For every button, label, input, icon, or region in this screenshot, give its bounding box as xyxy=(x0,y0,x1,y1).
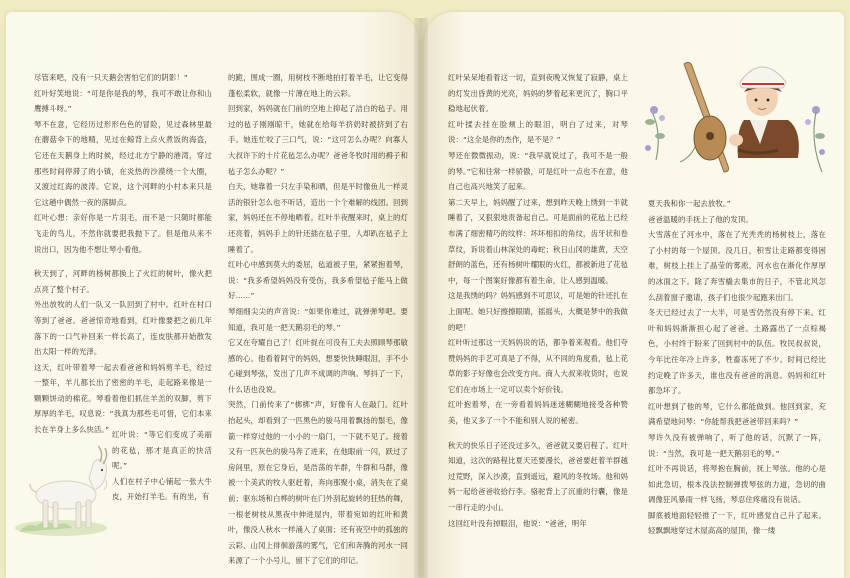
paragraph: 红叶呆呆地看着这一切，直到夜晚又恢复了寂静，桌上的灯发出昏黄的光亮，妈妈的梦着起来更沉了，胸口平稳地起伏着。 xyxy=(448,73,628,114)
paragraph: 红叶揉去挂在脸颊上的眼泪，明白了过来，对琴说：“这全是你的杰作，是不是？” xyxy=(448,119,628,145)
paragraph: 秋天的快乐日子还没过多久，爸爸就又要启程了。红叶知道，这次的路程比夏天还要漫长，爸爸要赶着羊群越过荒野，深入沙漠，直到遥远，避风的冬牧场。他和妈妈一起给爸爸收拾行李。骆驼背上了沉重的行囊，像是一串行走的小山。 xyxy=(448,440,628,513)
paragraph: 夏天我和你一起去放牧。” xyxy=(648,199,731,208)
left-column-2 xyxy=(228,70,408,569)
right-column-2 xyxy=(648,196,826,539)
paragraph: 红叶好笑地说：“可是你是我的琴，我可不敢让你和山鹰搏斗呀。” xyxy=(34,88,212,114)
paragraph: 外出放牧的人们一队又一队回到了村中。红叶在村口等到了爸爸。爸爸惊奇地看到，红叶像要把之前几年落下的一口气补回来一样长高了，连皮肤都开始散发出太阳一样的光泽。 xyxy=(34,300,212,357)
right-column-1 xyxy=(448,70,628,531)
paragraph: 白天，她靠着一只左手染和晒，但是平时像鱼儿一样灵活的银针怎么也不听话，造出一个个难解的线团。回到家，妈妈还在不停地晒着。红叶半夜醒来时，桌上的灯还亮着，妈妈手上的针还插在毡子里，人却趴在毡子上睡着了。 xyxy=(228,182,408,254)
paragraph: 脚底被地面轻轻推了一下，红叶感觉自己升了起来。轻飘飘地穿过木屋高高的屋顶，像一缕 xyxy=(648,510,826,536)
paragraph: 琴许久没有被弹响了，听了他的话，沉默了一阵，说：“当然，我可是一把天鹅羽毛的琴。” xyxy=(648,432,826,458)
paragraph: 红叶想到了他的琴，它什么都能做到。他回到家，充满希望地问琴：“你能帮我把爸爸带回来吗？” xyxy=(648,401,826,427)
paragraph: 这回红叶没有掉眼泪，他说：“爸爸，明年 xyxy=(448,518,587,528)
paragraph: 这天，红叶带着琴一起去看爸爸和妈妈剪羊毛，经过一整年，羊儿都长出了密密的羊毛，走起路来像是一颗颗饼动的棉花。琴看着他们抓住羊羔的双脚，剪下厚厚的羊毛，叹息说：“我真为那些毛可惜，它们本来长在羊身上多么快活。” xyxy=(34,362,212,435)
paragraph: 秋天到了，河畔的杨树都换上了火红的树叶，像火把点亮了整个村子。 xyxy=(34,269,212,294)
paragraph: 红叶抱着琴，在一旁看着妈妈迷迷糊糊地接受各种赞美，他又多了一个不能和别人说的秘密。 xyxy=(448,400,628,426)
white-goat-illustration xyxy=(6,440,116,540)
paragraph: 这是我绣的吗？妈妈感到不可思议，可是她的针还扎在上面呢。她只好擦擦眼睛，摇摇头，大概是梦中的我做的吧！ xyxy=(448,291,628,332)
left-column-1 xyxy=(34,70,212,438)
paragraph: 它又在夸耀自己了！红叶捉在可没有工夫去照顾琴那敏感的心。他看着阿守的妈妈，想要快快睡眼泪，手不小心碰到琴弦，发出了几声不成调的声响。琴抖了一下，什么话也没说。 xyxy=(228,338,408,394)
paragraph: 琴不在意，它经历过形形色色的冒险，见过森林里最在蘑菇伞下的地精，见过在鲸背上点火煮饭的海盗，它还在天鹅身上的时候，经过北方宁静的港湾，穿过那些时间停滞了的小镇，在炎热的沙漠绕一个大圈，又渡过红海的波涛。它说，这个河畔的小村本来只是它这趟中偶然一夜的落脚点。 xyxy=(34,119,212,207)
left-column-1-wrap xyxy=(112,427,212,505)
paragraph: 红叶心想：亲好你是一片羽毛，而不是一只随时都能飞走的鸟儿，不然你就要把我抛下了。但是他从来不说出口，因为他不想让琴小看他。 xyxy=(34,213,212,254)
paragraph: 爸爸温暖的手抚上了他的发顶。 xyxy=(648,214,753,224)
paragraph: 突然，门前传来了“梆梆”声，好像有人在敲门。红叶抬起头，却看到了一匹黑色的骏马用着飘扬的鬃毛，像箭一样穿过他的一小小的一扇门，一下就不见了。接着又有一匹灰色的骏马奔了进来，在他眼前一闪，跃过了房间里，原在它身后，是浩荡的羊群，牛群和马群，像被一个美武的牧人驱赶着，奔向那聚小桌，消失在了桌前；驱东场和白桦的树叶在门外刮起旋转的狂热的舞，一根老树枝从黑夜中伸进屋内，带着宛如的红叶和黄叶，像没人秋水一样涌入了桌面；还有夜空中的孤独的云彩、山冈上徘徊游荡的雾气，它们和奔腾的河水一同来源了一个小号儿，留下了它们的印记。 xyxy=(228,400,408,566)
paragraph: 琴细细尖尖的声音说：“如果你难过，就弹弹琴吧。要知道，我可是一把天鹅羽毛的琴。” xyxy=(228,306,408,332)
paragraph: 红叶不再说话，将琴抱在胸前，抚上琴弦。他的心是如此急切，根本没法控制弹拨琴弦的力道，急切的曲调像狂风暴雨一样飞扬，琴忍住疼痛没有说话。 xyxy=(648,464,826,505)
paragraph: 红叶说：“等它们变成了美丽的花毡，那才是真正的快活呢。” xyxy=(112,430,212,471)
paragraph: 红叶心中感到莫大的委屈，毡道被子里，紧紧抱着琴，说：“我多希望妈妈没有受伤，我多希望毡子能马上做好……” xyxy=(228,260,408,301)
paragraph: 的跪，围成一圈，用树枝不断地拍打着羊毛，让它变得蓬松柔软，就像一片薄在地上的云彩。 xyxy=(228,73,408,98)
paragraph: 尽管来吧，没有一只天鹅会害怕它们的阴影！” xyxy=(34,73,188,82)
boy-with-lute-illustration xyxy=(640,52,830,192)
paragraph: 第二天早上，妈妈醒了过来，想到昨天晚上绣到一半就睡着了，又狠狠地责备起自己。可是面前的花毡上已经布满了细密精巧的纹样：坏坏相扣的角纹，齿牙状和卷草纹，诉说着山林深处的毒蛇；秋日山冈的雄黄，天空舒朗的蓝色，还有杨树叶耀眼的火红，都被新进了花毡中，每一个图案好像都有着生命，让人感到温暖。 xyxy=(448,197,628,285)
paragraph: 红叶听过那这一天妈妈说的话，都争着来观看。他们夸赞妈妈的手艺可真是了不得，从不同的角度看，毡上花草的影子好像也会改变方向。商人大叔来收货时，也说它们在市场上一定可以卖个好价钱。 xyxy=(448,338,628,394)
book-gutter xyxy=(414,18,428,578)
paragraph: 大雪落在了河水中，落在了光秃秃的杨树枝上，落在了小村的每一个屋顶。没几日，积雪让走路都变得困难，树枝上挂上了晶莹的雾凇，河水也在渐化作厚厚的冰面之下。除了奔雪橇去集市的日子，不管北风怎么刮着窗子邀请，孩子们也很少起跑来出门。 xyxy=(648,230,826,302)
paragraph: 人们在村子中心铺起一张大牛皮，开始打羊毛。有的坐，有 xyxy=(112,476,212,502)
paragraph: 冬天已经过去了一大半，可是雪仍然没有停下来。红叶和妈妈渐渐担心起了爸爸。土路露出了一点棕褐色，小村终于盼来了回到村中的队伍。牧民叔叔说，今年比往年冷上许多，牲畜冻死了不少。时间已经比约定晚了许多天，谁也没有爸爸的消息。妈妈和红叶都急坏了。 xyxy=(648,308,826,396)
paragraph: 回到家，妈妈就在门前的空地上抑起了洁白的毡子。用过的毡子刚刚晾干，她就在给每羊挤奶时被挤到了右手。她连忙咬了三口气，说：“这可怎么办呢？向寡人大叔许下的十片花毡怎么办呢？爸爸冬牧时用的褥子和毡子怎么办呢？” xyxy=(228,104,408,176)
paragraph: 琴还在微微振动，说：“我早就说过了，我可不是一般的琴。”它和往常一样骄傲，可是红叶一点也不在意，他自己也高兴地笑了起来。 xyxy=(448,150,629,192)
